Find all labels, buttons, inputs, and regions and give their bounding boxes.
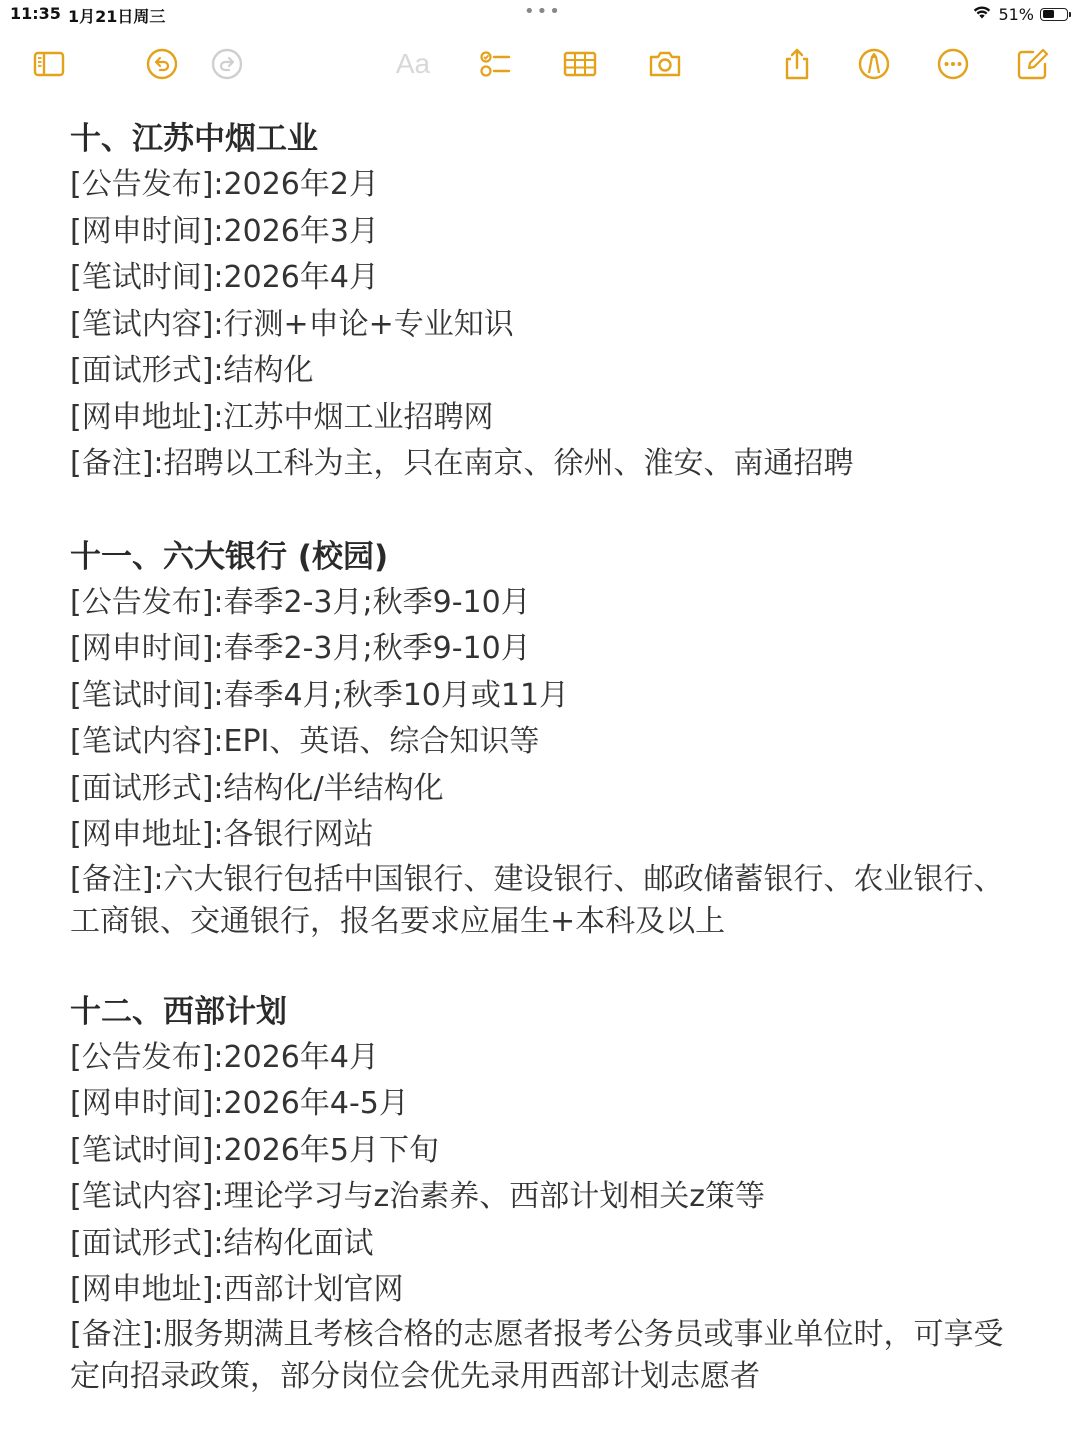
status-bar [0, 0, 1080, 28]
wifi-icon [972, 4, 992, 24]
status-date: 1月21日周三 [68, 7, 166, 26]
note-line: [公告发布]:2026年4月 [70, 1039, 379, 1075]
note-line: [笔试时间]:2026年4月 [70, 260, 379, 295]
section-heading: 十二、西部计划 [70, 993, 287, 1030]
table-icon [562, 46, 598, 82]
format-text-button[interactable]: Aa [395, 48, 431, 79]
note-section [70, 989, 1020, 1398]
more-button[interactable] [933, 44, 973, 84]
note-line: [笔试时间]:2026年5月下旬 [70, 1132, 439, 1168]
sidebar-toggle-button[interactable] [29, 44, 69, 84]
note-line: [网申时间]:2026年4-5月 [70, 1086, 409, 1121]
note-body[interactable] [70, 116, 1020, 1444]
note-line: [网申地址]:西部计划官网 [70, 1272, 404, 1307]
note-line: [面试形式]:结构化面试 [70, 1225, 374, 1261]
table-button[interactable] [560, 44, 600, 84]
note-line: [网申地址]:各银行网站 [70, 817, 374, 852]
battery-percent: 51% [998, 4, 1034, 24]
markup-button[interactable] [854, 44, 894, 84]
note-line: [备注]:招聘以工科为主，只在南京、徐州、淮安、南通招聘 [70, 446, 854, 481]
share-icon [779, 46, 815, 82]
checklist-button[interactable] [475, 44, 515, 84]
multitasking-dots-icon[interactable]: ••• [524, 1, 562, 22]
undo-icon [144, 46, 180, 82]
compose-button[interactable] [1013, 44, 1053, 84]
note-line: [笔试时间]:春季4月;秋季10月或11月 [70, 677, 570, 713]
note-line: [公告发布]:春季2-3月;秋季9-10月 [70, 584, 531, 620]
note-line: [网申时间]:春季2-3月;秋季9-10月 [70, 631, 531, 666]
more-icon [935, 46, 971, 82]
compose-icon [1015, 46, 1051, 82]
section-heading: 十、江苏中烟工业 [70, 121, 318, 157]
status-indicators [972, 4, 1068, 24]
undo-button[interactable] [142, 44, 182, 84]
camera-button[interactable] [645, 44, 685, 84]
share-button[interactable] [777, 44, 817, 84]
section-heading: 十一、六大银行 (校园) [70, 538, 389, 575]
note-line: [面试形式]:结构化 [70, 353, 314, 388]
battery-icon [1040, 8, 1068, 21]
status-time: 11:35 [10, 4, 61, 23]
notes-toolbar [0, 40, 1080, 90]
note-line: [面试形式]:结构化/半结构化 [70, 770, 444, 806]
note-line: [备注]:服务期满且考核合格的志愿者报考公务员或事业单位时，可享受定向招录政策，部分岗位会优先录用西部计划志愿者 [70, 1316, 1004, 1394]
note-line: [备注]:六大银行包括中国银行、建设银行、邮政储蓄银行、农业银行、工商银、交通银行，报名要求应届生+本科及以上 [70, 861, 1004, 939]
redo-button[interactable] [207, 44, 247, 84]
sidebar-toggle-icon [31, 46, 67, 82]
markup-pen-icon [856, 46, 892, 82]
note-line: [网申时间]:2026年3月 [70, 213, 379, 249]
note-line: [网申地址]:江苏中烟工业招聘网 [70, 399, 494, 435]
camera-icon [647, 46, 683, 82]
checklist-icon [477, 46, 513, 82]
redo-icon [209, 46, 245, 82]
note-section [70, 534, 1020, 943]
note-line: [公告发布]:2026年2月 [70, 167, 379, 202]
note-line: [笔试内容]:行测+申论+专业知识 [70, 306, 514, 342]
note-line: [笔试内容]:理论学习与z治素养、西部计划相关z策等 [70, 1179, 766, 1214]
note-section [70, 116, 1020, 488]
note-line: [笔试内容]:EPI、英语、综合知识等 [70, 724, 540, 759]
battery-level-fill [1043, 10, 1054, 18]
